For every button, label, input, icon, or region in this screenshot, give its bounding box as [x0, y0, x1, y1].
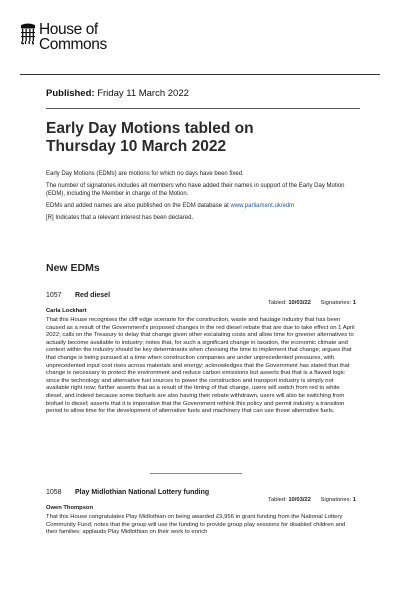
- intro-paragraph-3-text: EDMs and added names are also published on the EDM database at: [46, 203, 231, 210]
- edm-item: [46, 292, 356, 416]
- edm-sponsor: Carla Lockhart: [46, 308, 87, 314]
- page-title: [46, 120, 366, 156]
- published-date: Friday 11 March 2022: [97, 88, 189, 99]
- edm-meta: [46, 300, 356, 306]
- title-line-2: Thursday 10 March 2022: [46, 138, 227, 155]
- signatories-count: 1: [352, 497, 356, 503]
- header-divider: [20, 74, 380, 75]
- edm-number: 1058: [46, 489, 62, 496]
- tabled-label: Tabled:: [267, 497, 287, 503]
- published-line: [46, 88, 189, 99]
- intro-paragraph-2: The number of signatories includes all members who have added their names in support of the Early Day Motion (EDM), including the Member in charge of the Motion.: [46, 183, 345, 198]
- motion-separator: [150, 473, 242, 474]
- edm-title: Play Midlothian National Lottery funding: [75, 489, 210, 496]
- tabled-label: Tabled:: [267, 300, 287, 306]
- edm-heading: [46, 292, 356, 299]
- logo-wordmark: [39, 22, 107, 52]
- edm-number: 1057: [46, 292, 62, 299]
- intro-paragraph-3: [46, 202, 356, 210]
- section-title: New EDMs: [46, 262, 100, 274]
- edm-text: That this House recognises the cliff edge scenario for the construction, waste and haulage industry that has been caused as a result of the Government's proposed changes in the red diesel rebate that are due to take effect on 1 April 2022; calls on the Treasury to delay that change given other escalating costs and allow time for greener alternatives to actually become available to industry; notes that, for such a significant change in taxation, the economic climate and context within the industry should be key determinants when choosing the time to implement that change; argues that that change is being pursued at a time when construction companies are under unprecedented pressures, with unprecedented input cost rises across materials and energy; acknowledges that the Government has stated that that change is necessary to protect the environment and reduce carbon emissions but asserts that that is a flawed logic since the technology and alternative fuel sources to power the construction and transport industry is simply not available right now; further asserts that as a result of the timing of that change, users will switch from red to white diesel, and indeed because some biofuels are also having their rebate withdrawn, users will also be switching from biofuel to diesel; asserts that it is imperative that the Government rethink this policy and permit industry a transition period to allow time for the development of alternative fuels and machinery that can use those alternative fuels.: [46, 317, 355, 415]
- signatories-label: Signatories:: [320, 497, 352, 503]
- edm-text: That this House congratulates Play Midlothian on being awarded £9,956 in grant funding from the National Lottery Community Fund; notes that the group will use the funding to provide group play sessions for disabled children and their families; applauds Play Midlothian on their work to enrich: [46, 514, 346, 536]
- edm-heading: [46, 489, 356, 496]
- intro-paragraph-1: Early Day Motions (EDMs) are motions for which no days have been fixed.: [46, 171, 244, 177]
- signatories-count: 1: [352, 300, 356, 306]
- published-label: Published:: [46, 88, 95, 99]
- edm-database-link[interactable]: www.parliament.uk/edm: [230, 203, 295, 210]
- edm-sponsor: Owen Thompson: [46, 505, 94, 511]
- logo-line-2: Commons: [39, 36, 107, 53]
- logo-line-1: House of: [39, 21, 98, 38]
- tabled-date: 10/03/22: [288, 497, 311, 503]
- published-divider: [46, 108, 360, 109]
- intro-paragraph-4: [R] Indicates that a relevant interest has been declared.: [46, 215, 194, 222]
- house-of-commons-logo: [20, 22, 107, 52]
- intro-notes: [46, 170, 356, 226]
- signatories-label: Signatories:: [320, 300, 352, 306]
- edm-item: [46, 489, 356, 537]
- tabled-date: 10/03/22: [288, 300, 311, 306]
- edm-title: Red diesel: [75, 292, 111, 299]
- portcullis-icon: [20, 23, 36, 45]
- edm-meta: [46, 497, 356, 503]
- title-line-1: Early Day Motions tabled on: [46, 120, 254, 137]
